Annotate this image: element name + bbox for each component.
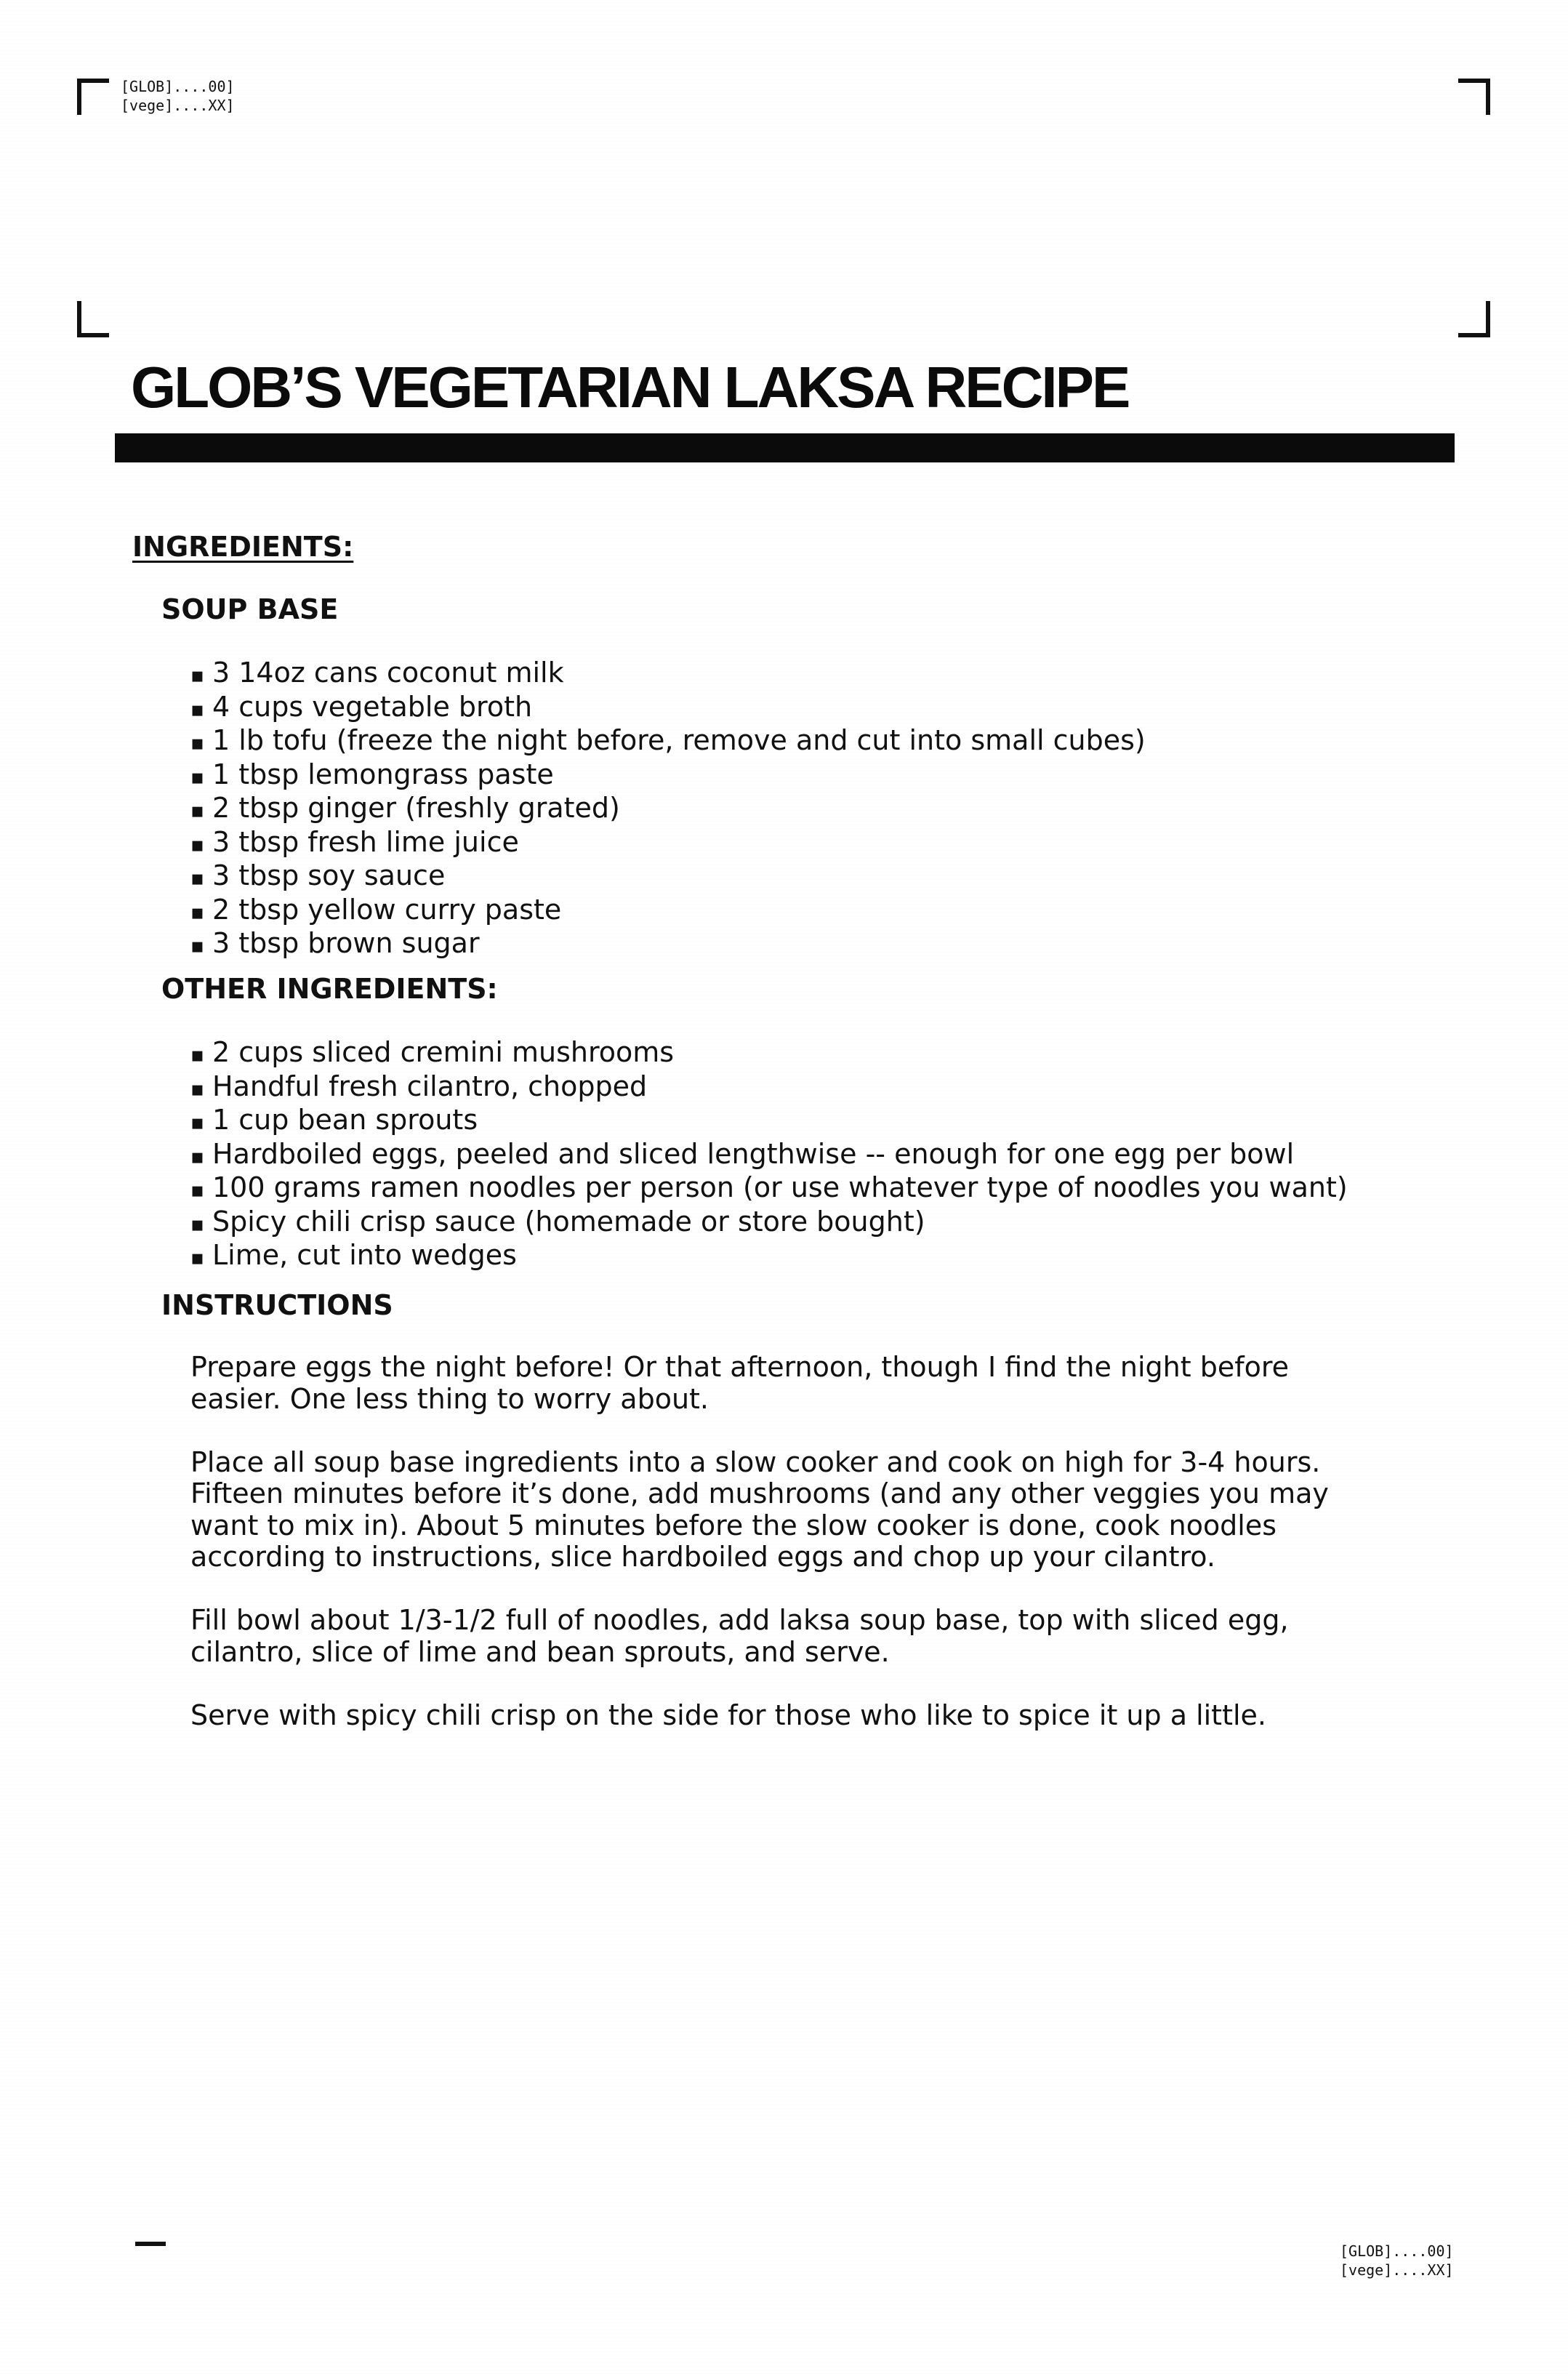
soup-base-heading: SOUP BASE <box>161 593 339 625</box>
instruction-paragraph: Place all soup base ingredients into a slow cooker and cook on high for 3-4 hours. Fifteen minutes before it’s done, add mushrooms (and any other veggies you may want to mix in). About 5 minutes before the slow cooker is done, cook noodles according to instructions, slice hardboiled eggs and chop up your cilantro. <box>190 1445 1329 1573</box>
ingredients-heading: INGREDIENTS: <box>132 531 354 563</box>
instruction-paragraph: Serve with spicy chili crisp on the side for those who like to spice it up a little. <box>190 1699 1266 1731</box>
other-ingredients-heading: OTHER INGREDIENTS: <box>161 973 498 1005</box>
list-item: ▪ 1 lb tofu (freeze the night before, remove and cut into small cubes) <box>190 725 1146 759</box>
list-item: ▪ 2 tbsp ginger (freshly grated) <box>190 793 1146 827</box>
corner-mark-top-left <box>77 79 109 115</box>
corner-mark-bottom-right <box>1458 301 1490 337</box>
list-item: ▪ 2 cups sliced cremini mushrooms <box>190 1037 1348 1071</box>
page-tag-top-line-1: [GLOB]....00] <box>121 78 235 95</box>
page-tag-top-line-2: [vege]....XX] <box>121 97 235 114</box>
page-tag-bottom <box>1340 2242 1454 2279</box>
list-item: ▪ 3 tbsp fresh lime juice <box>190 827 1146 861</box>
page-tag-top <box>121 77 235 115</box>
list-item: ▪ Lime, cut into wedges <box>190 1240 1348 1274</box>
list-item: ▪ 3 tbsp soy sauce <box>190 860 1146 894</box>
page-title: GLOB’S VEGETARIAN LAKSA RECIPE <box>131 355 1129 420</box>
list-item: ▪ 2 tbsp yellow curry paste <box>190 894 1146 929</box>
instructions-heading: INSTRUCTIONS <box>161 1289 393 1321</box>
instructions-body <box>190 1352 1441 1763</box>
list-item: ▪ Spicy chili crisp sauce (homemade or store bought) <box>190 1206 1348 1240</box>
instruction-paragraph: Prepare eggs the night before! Or that afternoon, though I find the night before easier. One less thing to worry about. <box>190 1351 1290 1415</box>
page-tag-bottom-line-2: [vege]....XX] <box>1340 2261 1454 2279</box>
list-item: ▪ 1 tbsp lemongrass paste <box>190 759 1146 793</box>
list-item: ▪ Handful fresh cilantro, chopped <box>190 1071 1348 1105</box>
footer-dash <box>135 2242 166 2246</box>
list-item: ▪ 3 tbsp brown sugar <box>190 928 1146 962</box>
list-item: ▪ Hardboiled eggs, peeled and sliced lengthwise -- enough for one egg per bowl <box>190 1139 1348 1173</box>
corner-mark-bottom-left <box>77 301 109 337</box>
list-item: ▪ 100 grams ramen noodles per person (or use whatever type of noodles you want) <box>190 1172 1348 1206</box>
title-rule <box>115 433 1455 462</box>
corner-mark-top-right <box>1458 79 1490 115</box>
instruction-paragraph: Fill bowl about 1/3-1/2 full of noodles, add laksa soup base, top with sliced egg, cilantro, slice of lime and bean sprouts, and serve. <box>190 1604 1289 1668</box>
list-item: ▪ 3 14oz cans coconut milk <box>190 657 1146 691</box>
list-item: ▪ 4 cups vegetable broth <box>190 691 1146 726</box>
other-ingredients-list <box>190 1037 1348 1274</box>
list-item: ▪ 1 cup bean sprouts <box>190 1104 1348 1139</box>
page-tag-bottom-line-1: [GLOB]....00] <box>1340 2242 1454 2260</box>
soup-base-list <box>190 657 1146 962</box>
